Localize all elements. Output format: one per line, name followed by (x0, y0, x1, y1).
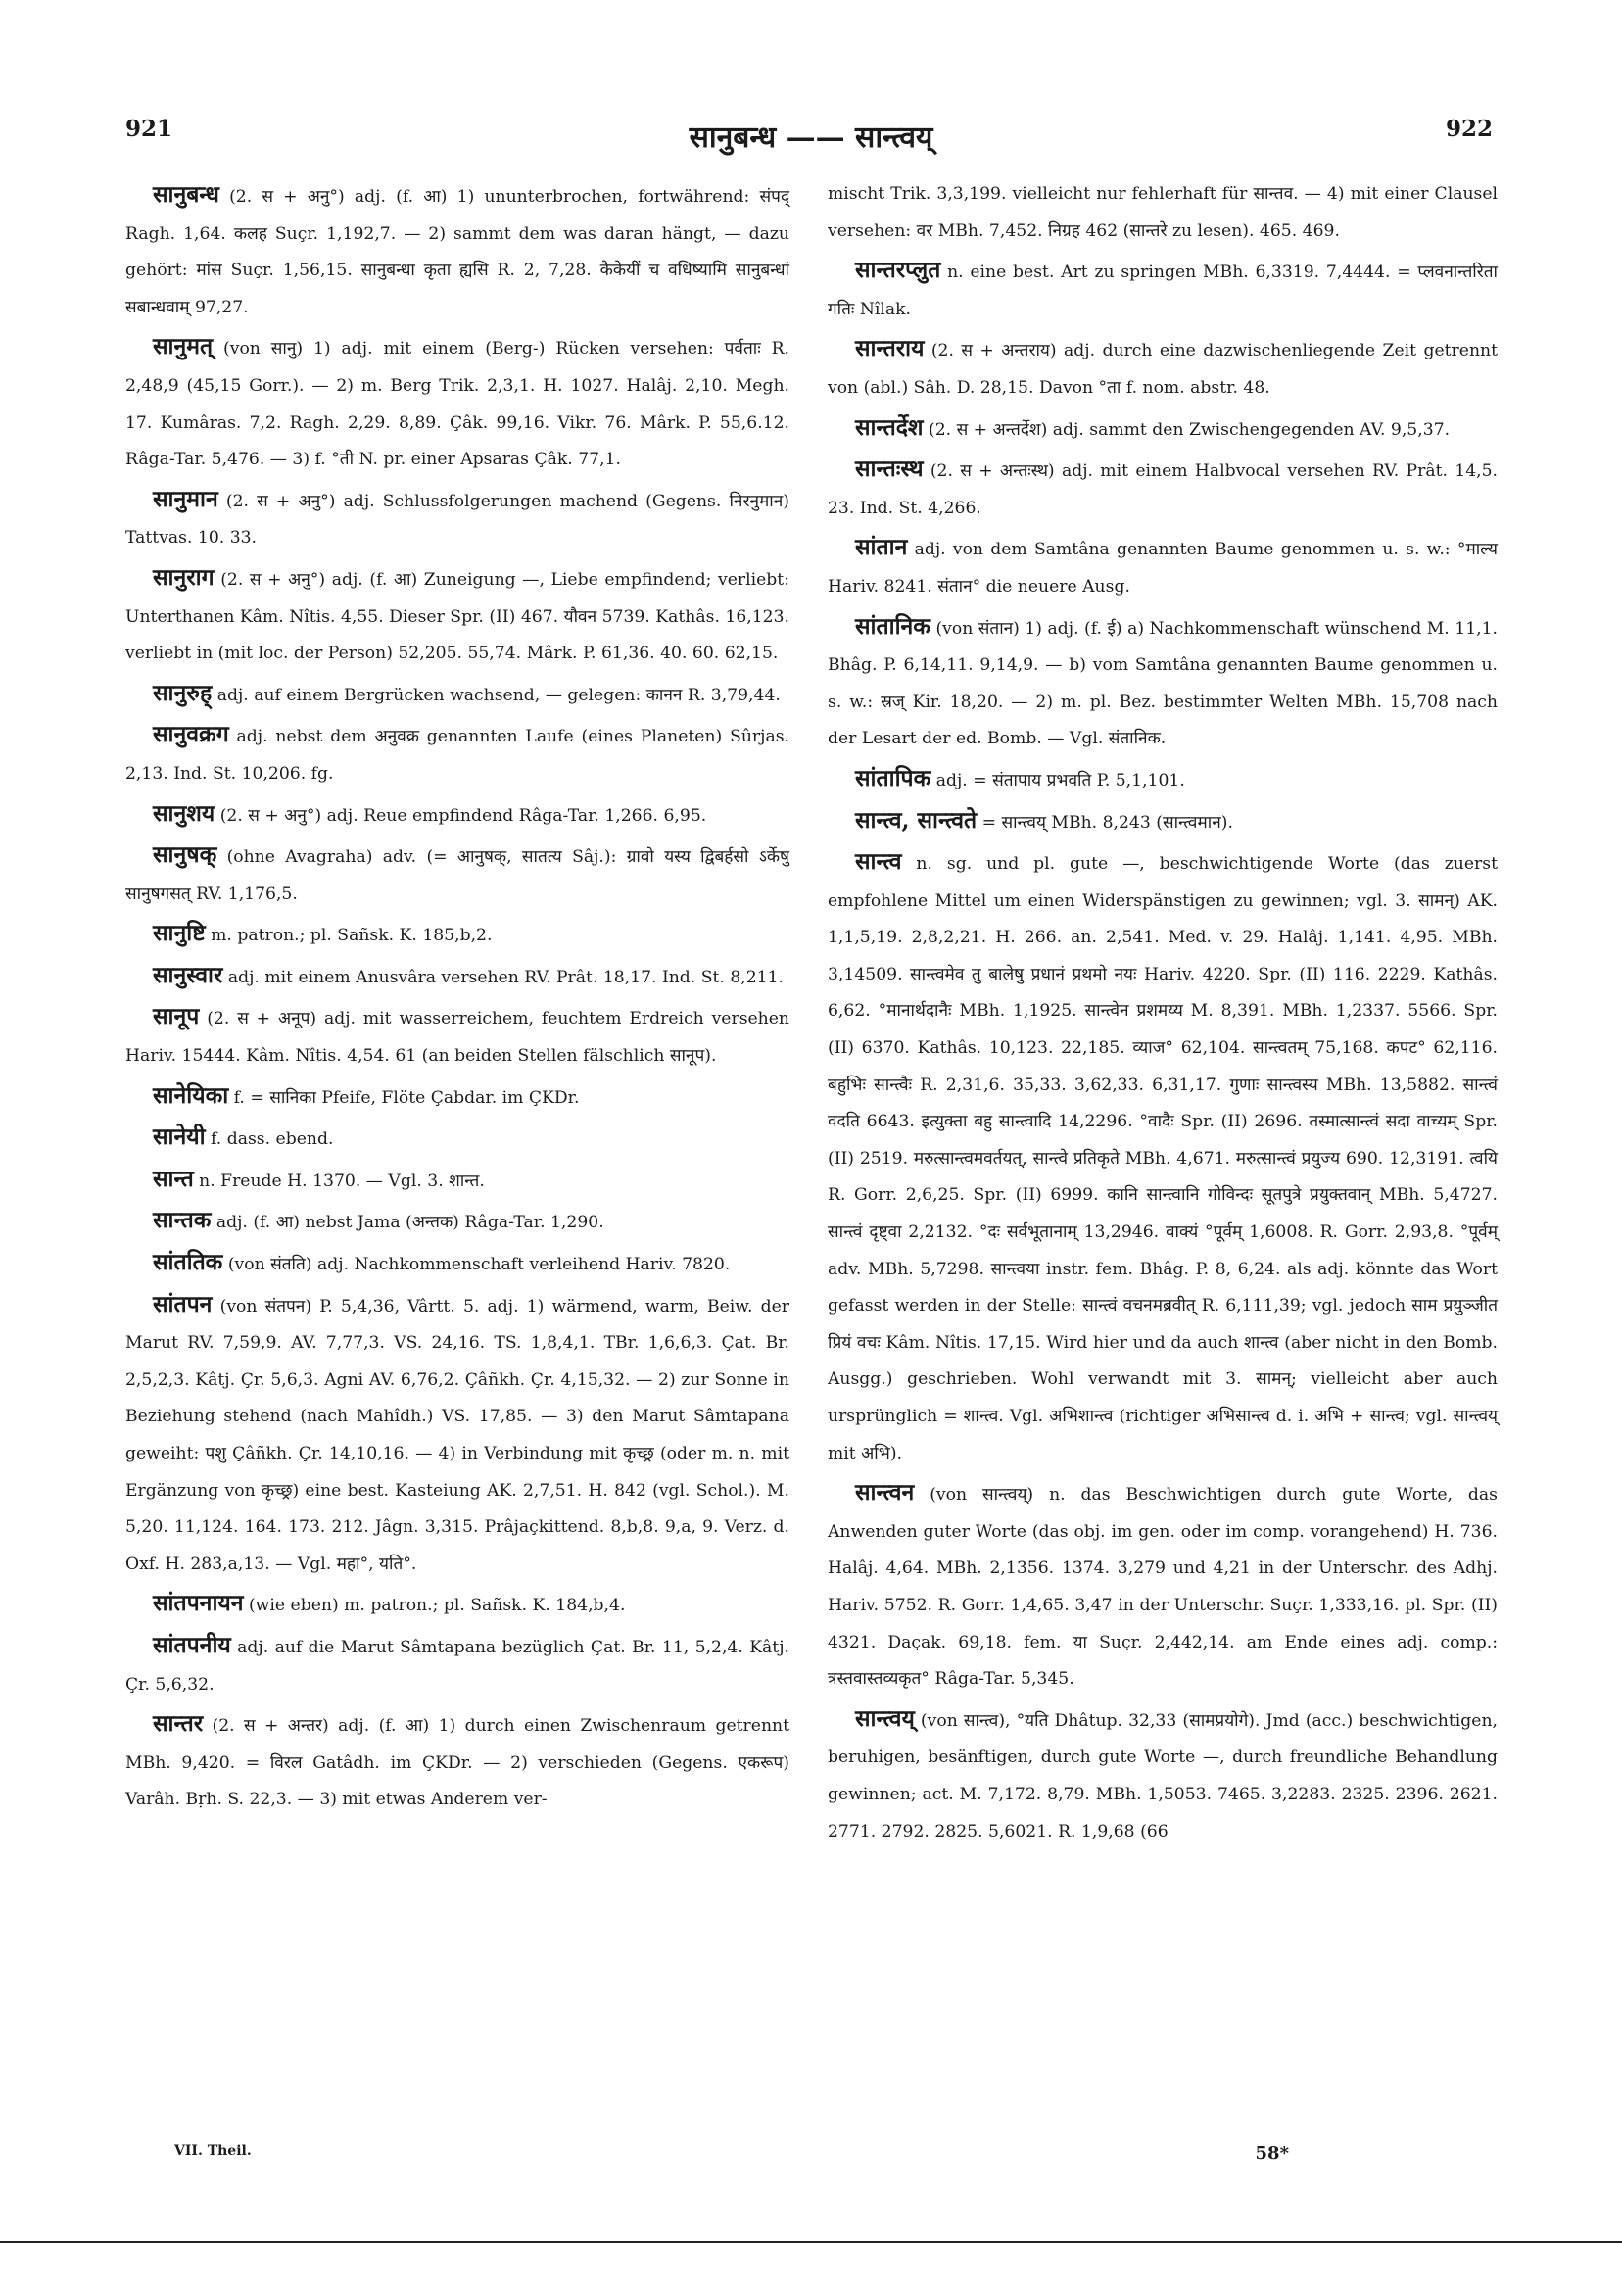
entry-text: (2. स + अनु°) adj. Schlussfolgerungen machend (Gegens. निरनुमान) Tattvas. 10. 33. (125, 491, 789, 549)
dictionary-entry (125, 957, 789, 997)
entry-text: (2. स + अन्तराय) adj. durch eine dazwischenliegende Zeit getrennt von (abl.) Sâh. D. 28,15. Davon °ता f. nom. abstr. 48. (828, 341, 1498, 398)
entry-headword: सानुष्टि (153, 920, 206, 947)
entry-text: adj. mit einem Anusvâra versehen RV. Prât. 18,17. Ind. St. 8,211. (222, 967, 785, 987)
dictionary-entry (125, 1705, 789, 1819)
entry-text: adj. = संतापाय प्रभवति P. 5,1,101. (930, 770, 1185, 790)
dictionary-entry (828, 451, 1498, 527)
entry-headword: सानेयी (153, 1124, 206, 1151)
entry-headword: सानुराग (153, 563, 215, 591)
entry-headword: सानुवक्रग (153, 721, 229, 748)
entry-headword: सांतपन (153, 1290, 213, 1317)
dictionary-entry (125, 915, 789, 955)
entry-text: (von सान्त्व), °यति Dhâtup. 32,33 (सामप्रयोगे). Jmd (acc.) beschwichtigen, beruhigen, besänftigen, durch gute Worte —, durch freundliche Behandlung gewinnen; act. M. 7,172. 8,79. MBh. 1,5053. 7465. 3,2283. 2325. 2396. 2621. 2771. 2792. 2825. 5,6021. R. 1,9,68 (66 (828, 1710, 1498, 1842)
entry-text: (von संतान) 1) adj. (f. ई) a) Nachkommenschaft wünschend M. 11,1. Bhâg. P. 6,14,11. 9,14,9. — b) vom Samtâna genannten Baume genommen u. s. w.: स्रज् Kir. 18,20. — 2) m. pl. Bez. bestimmter Welten MBh. 15,708 nach der Lesart der ed. Bomb. — Vgl. संतानिक. (828, 618, 1498, 749)
right-column (828, 176, 1498, 1852)
entry-text: (2. स + अनूप) adj. mit wasserreichem, feuchtem Erdreich versehen Hariv. 15444. Kâm. Nîtis. 4,54. 61 (an beiden Stellen fälschlich सानूप). (125, 1009, 789, 1067)
dictionary-entry (125, 795, 789, 836)
dictionary-entry (125, 481, 789, 557)
entry-text: (2. स + अन्तर) adj. (f. आ) 1) durch einen Zwischenraum getrennt MBh. 9,420. = विरल Gatâdh. im ÇKDr. — 2) verschieden (Gegens. एकरूप) Varâh. Bṛh. S. 22,3. — 3) mit etwas Anderem ver- (125, 1716, 789, 1810)
entry-text: (wie eben) m. patron.; pl. Sañsk. K. 184,b,4. (243, 1596, 626, 1616)
entry-headword: सानुशय (153, 799, 215, 827)
dictionary-entry (828, 1474, 1498, 1698)
entry-text: = सान्त्वय् MBh. 8,243 (सान्त्वमान). (977, 812, 1233, 833)
entry-text: (2. स + अन्तर्देश) adj. sammt den Zwischengegenden AV. 9,5,37. (923, 419, 1451, 440)
entry-headword: सानुमत् (153, 333, 214, 360)
entry-headword: सानुषक् (153, 841, 217, 869)
entry-text: (2. स + अनु°) adj. (f. आ) 1) ununterbrochen, fortwährend: संपद् Ragh. 1,64. कलह Suçr. 1,192,7. — 2) sammt dem was daran hängt, — dazu gehört: मांस Suçr. 1,56,15. सानुबन्धा कृता ह्यसि R. 2, 7,28. कैकेयीं च वधिष्यामि सानुबन्धां सबान्धवाम् 97,27. (125, 187, 789, 317)
entry-text: (von संतपन) P. 5,4,36, Vârtt. 5. adj. 1) wärmend, warm, Beiw. der Marut RV. 7,59,9. AV. 7,77,3. VS. 24,16. TS. 1,8,4,1. TBr. 1,6,6,3. Çat. Br. 2,5,2,3. Kâtj. Çr. 5,6,3. Agni AV. 6,76,2. Çâñkh. Çr. 4,15,32. — 2) zur Sonne in Beziehung stehend (nach Mahîdh.) VS. 17,85. — 3) den Marut Sâmtapana geweiht: पशु Çâñkh. Çr. 14,10,16. — 4) in Verbindung mit कृच्छ्र (oder m. n. mit Ergänzung von कृच्छ्र) eine best. Kasteiung AK. 2,7,51. H. 842 (vgl. Schol.). M. 5,20. 11,124. 164. 173. 212. Jâgn. 3,315. Prâjaçkittend. 8,b,8. 9,a, 9. Verz. d. Oxf. H. 283,a,13. — Vgl. महा°, यति°. (125, 1296, 789, 1574)
entry-headword: सांततिक (153, 1249, 223, 1276)
entry-headword: सान्तर (153, 1710, 204, 1738)
entry-text: f. = सानिका Pfeife, Flöte Çabdar. im ÇKDr. (228, 1087, 580, 1108)
entry-text: (von सान्त्वय्) n. das Beschwichtigen durch gute Worte, das Anwenden guter Worte (das obj. im gen. oder im comp. vorangehend) H. 736. Halâj. 4,64. MBh. 2,1356. 1374. 3,279 und 4,21 in der Unterschr. des Adhj. Hariv. 5752. R. Gorr. 1,4,65. 3,47 in der Unterschr. Suçr. 1,333,16. pl. Spr. (II) 4321. Daçak. 69,18. fem. या Suçr. 2,442,14. am Ende eines adj. comp.: त्रस्तवास्तव्यकृत° Râga-Tar. 5,345. (828, 1485, 1498, 1690)
dictionary-entry (828, 802, 1498, 842)
sheet-number: 58* (1255, 2143, 1289, 2164)
dictionary-entry (125, 328, 789, 478)
entry-headword: सांतापिक (855, 764, 931, 791)
entry-headword: सान्तरप्लुत (855, 257, 941, 284)
entry-headword: सानुबन्ध (153, 181, 219, 208)
entry-headword: सानूप (153, 1003, 200, 1030)
entry-text: mischt Trik. 3,3,199. vielleicht nur fehlerhaft für सान्तव. — 4) mit einer Clausel versehen: वर MBh. 7,452. निग्रह 462 (सान्तरे zu lesen). 465. 469. (828, 184, 1498, 241)
entry-text: adj. nebst dem अनुवक्र genannten Laufe (eines Planeten) Sûrjas. 2,13. Ind. St. 10,206. fg. (125, 727, 789, 784)
entry-text: n. sg. und pl. gute —, beschwichtigende Worte (das zuerst empfohlene Mittel um einen Widerspänstigen zu gewinnen; vgl. 3. सामन्) AK. 1,1,5,19. 2,8,2,21. H. 266. an. 2,541. Med. v. 29. Halâj. 1,141. 4,95. MBh. 3,14509. सान्त्वमेव तु बालेषु प्रधानं प्रथमो नयः Hariv. 4220. Spr. (II) 116. 2229. Kathâs. 6,62. °मानार्थदानैः MBh. 1,1925. सान्त्वेन प्रशमय्य M. 8,391. MBh. 1,2337. 5566. Spr. (II) 6370. Kathâs. 10,123. 22,185. व्याज° 62,104. सान्त्वतम् 75,168. कपट° 62,116. बहुभिः सान्त्वैः R. 2,31,6. 35,33. 3,62,33. 6,31,17. गुणाः सान्त्वस्य MBh. 13,5882. सान्त्वं वदति 6643. इत्युक्ता बहु सान्त्वादि 14,2296. °वादैः Spr. (II) 2696. तस्मात्सान्त्वं सदा वाच्यम् Spr. (II) 2519. मरुत्सान्त्वमवर्तयत्, सान्त्वे प्रतिकृते MBh. 4,671. मरुत्सान्त्वं प्रयुज्य 690. 12,3191. त्वयि R. Gorr. 2,6,25. Spr. (II) 6999. कानि सान्त्वानि गोविन्दः सूतपुत्रे प्रयुक्तवान् MBh. 5,4727. सान्त्वं दृष्ट्वा 2,2132. °दः सर्वभूतानाम् 13,2946. वाक्यं °पूर्वम् 1,6008. R. Gorr. 2,93,8. °पूर्वम् adv. MBh. 5,7298. सान्त्वया instr. fem. Bhâg. P. 8, 6,24. als adj. könnte das Wort gefasst werden in der Stelle: सान्त्वं वचनमब्रवीत् R. 6,111,39; vgl. jedoch साम प्रयुञ्जीत प्रियं वचः Kâm. Nîtis. 17,15. Wird hier und da auch शान्त्व (aber nicht in den Bomb. Ausgg.) geschrieben. Wohl verwandt mit 3. सामन्; vielleicht aber auch ursprünglich = शान्त्व. Vgl. अभिशान्त्व (richtiger अभिसान्त्व d. i. अभि + सान्त्व; vgl. सान्त्वय् mit अभि). (828, 854, 1498, 1463)
dictionary-entry (125, 1585, 789, 1625)
dictionary-entry (125, 176, 789, 326)
dictionary-entry (125, 1244, 789, 1284)
entry-headword: सानेयिका (153, 1081, 229, 1109)
entry-headword: सान्तक (153, 1207, 212, 1234)
dictionary-entry (828, 409, 1498, 450)
entry-headword: सांतपनायन (153, 1590, 244, 1617)
dictionary-entry (125, 1627, 789, 1703)
entry-headword: सान्त्व, सान्त्वते (855, 806, 978, 834)
dictionary-entry (125, 716, 789, 792)
entry-headword: सांतानिक (855, 612, 930, 640)
dictionary-entry (125, 837, 789, 913)
dictionary-entry (125, 559, 789, 673)
entry-headword: सान्तराय (855, 335, 925, 362)
dictionary-entry (828, 252, 1498, 328)
dictionary-entry (125, 998, 789, 1075)
dictionary-entry (828, 843, 1498, 1472)
entry-text: adj. (f. आ) nebst Jama (अन्तक) Râga-Tar. 1,290. (211, 1213, 604, 1233)
entry-text: adj. auf einem Bergrücken wachsend, — gelegen: कानन R. 3,79,44. (212, 685, 781, 705)
entry-text: (ohne Avagraha) adv. (= आनुषक्, सातत्य Sâj.): ग्रावो यस्य द्विबर्हसो ऽर्केषु सानुषगसत् RV. 1,176,5. (125, 847, 789, 904)
dictionary-entry (125, 1161, 789, 1201)
dictionary-entry (125, 1119, 789, 1159)
dictionary-entry (125, 1077, 789, 1118)
entry-text: adj. auf die Marut Sâmtapana bezüglich Çat. Br. 11, 5,2,4. Kâtj. Çr. 5,6,32. (125, 1637, 789, 1695)
dictionary-entry (828, 608, 1498, 758)
entry-headword: सान्त्वन (855, 1479, 915, 1507)
entry-headword: सानुरुह् (153, 679, 213, 706)
dictionary-entry (125, 1286, 789, 1584)
dictionary-entry (828, 176, 1498, 250)
dictionary-entry (828, 1700, 1498, 1850)
entry-headword: सानुमान (153, 485, 218, 512)
entry-text: (2. स + अनु°) adj. (f. आ) Zuneigung —, Liebe empfindend; verliebt: Unterthanen Kâm. Nîtis. 4,55. Dieser Spr. (II) 467. यौवन 5739. Kathâs. 16,123. verliebt in (mit loc. der Person) 52,205. 55,74. Mârk. P. 61,36. 40. 60. 62,15. (125, 569, 789, 664)
entry-headword: सान्त्व (855, 848, 902, 876)
running-title: सानुबन्ध —— सान्त्वय् (689, 120, 933, 155)
entry-text: (2. स + अनु°) adj. Reue empfindend Râga-Tar. 1,266. 6,95. (215, 805, 707, 826)
entry-text: m. patron.; pl. Sañsk. K. 185,b,2. (205, 926, 493, 946)
page-header (0, 116, 1622, 159)
entry-headword: सान्तर्देश (855, 413, 924, 441)
left-column (125, 176, 789, 1821)
entry-headword: सांतपनीय (153, 1631, 231, 1658)
entry-headword: सांतान (855, 534, 908, 561)
entry-headword: सान्तःस्थ (855, 455, 924, 483)
footer-rule (0, 2241, 1622, 2243)
entry-text: f. dass. ebend. (205, 1129, 334, 1150)
dictionary-entry (828, 760, 1498, 800)
dictionary-entry (125, 675, 789, 715)
entry-headword: सानुस्वार (153, 961, 223, 988)
volume-signature: VII. Theil. (174, 2143, 252, 2159)
entry-text: adj. von dem Samtâna genannten Baume genommen u. s. w.: °माल्य Hariv. 8241. संतान° die neuere Ausg. (828, 540, 1498, 597)
entry-headword: सान्त (153, 1165, 194, 1192)
left-page-number: 921 (125, 116, 173, 142)
entry-text: (von संतति) adj. Nachkommenschaft verleihend Hariv. 7820. (222, 1255, 731, 1275)
entry-text: (von सानु) 1) adj. mit einem (Berg-) Rücken versehen: पर्वताः R. 2,48,9 (45,15 Gorr.). — 2) m. Berg Trik. 2,3,1. H. 1027. Halâj. 2,10. Megh. 17. Kumâras. 7,2. Ragh. 2,29. 8,89. Çâk. 99,16. Vikr. 76. Mârk. P. 55,6.12. Râga-Tar. 5,476. — 3) f. °ती N. pr. einer Apsaras Çâk. 77,1. (125, 339, 789, 470)
dictionary-entry (125, 1202, 789, 1242)
dictionary-entry (828, 330, 1498, 407)
right-page-number: 922 (1445, 116, 1493, 142)
entry-headword: सान्त्वय् (855, 1704, 915, 1732)
entry-text: (2. स + अन्तःस्थ) adj. mit einem Halbvocal versehen RV. Prât. 14,5. 23. Ind. St. 4,266. (828, 461, 1498, 518)
entry-text: n. Freude H. 1370. — Vgl. 3. शान्त. (193, 1171, 485, 1191)
dictionary-entry (828, 529, 1498, 605)
entry-text: n. eine best. Art zu springen MBh. 6,3319. 7,4444. = प्लवनान्तरिता गतिः Nîlak. (828, 263, 1498, 319)
